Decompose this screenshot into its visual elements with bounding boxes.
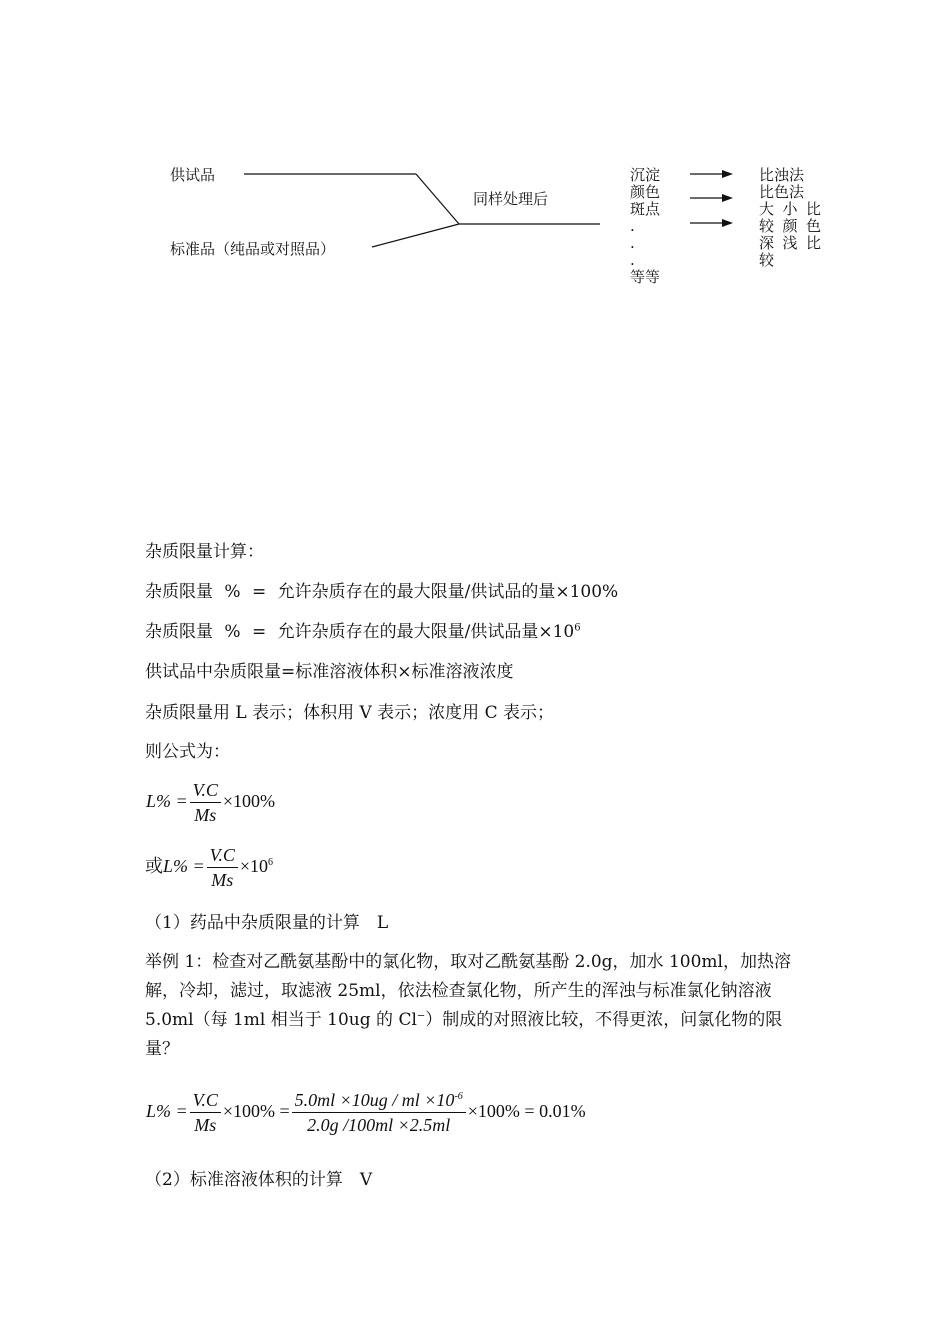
method-spot-line: 较	[759, 251, 775, 269]
sample-label: 供试品	[170, 166, 216, 184]
section-2-title: （2）标准溶液体积的计算 V	[145, 1170, 373, 1190]
result-dot: .	[630, 251, 635, 269]
arrow-turbidity	[690, 170, 733, 178]
results-list	[630, 167, 660, 286]
method-spot-line: 较 颜 色	[759, 217, 821, 235]
method-colorimetry: 比色法	[759, 183, 805, 201]
result-spot: 斑点	[630, 200, 661, 218]
formula-ppm: 杂质限量 % = 允许杂质存在的最大限量/供试品量$\times 10^6$	[145, 622, 581, 642]
result-etc: 等等	[630, 268, 661, 286]
arrow-spot	[690, 219, 733, 227]
sample-merge-line	[416, 174, 459, 224]
result-dot: .	[630, 217, 635, 235]
equation-percent: L% = $\frac{V.C}{Ms}$ ×100%	[146, 780, 275, 825]
process-label: 同样处理后	[473, 190, 549, 208]
standard-label: 标准品（纯品或对照品）	[170, 240, 336, 258]
result-dot: .	[630, 234, 635, 252]
formula-percent: 杂质限量 % = 允许杂质存在的最大限量/供试品的量×100%	[145, 582, 619, 602]
standard-merge-line	[372, 224, 459, 247]
result-color: 颜色	[630, 183, 661, 201]
equation-ppm: 或L% = $\frac{V.C}{Ms}$ $\times 10^6$	[145, 845, 273, 890]
flow-diagram-lines	[0, 0, 950, 320]
then-label: 则公式为：	[145, 742, 230, 762]
symbol-definitions: 杂质限量用 L 表示；体积用 V 表示；浓度用 C 表示；	[145, 703, 554, 723]
heading: 杂质限量计算：	[145, 542, 264, 562]
fraction: $\frac{V.C}{Ms}$	[207, 845, 238, 891]
equation-example: L% = $\frac{V.C}{Ms}$ ×100% = $\frac{5.0ml \times 10ug / ml \times 10^{-6}}{2.0g /100ml \times 2.5ml}$ ×100% = 0.01%	[146, 1090, 586, 1135]
method-turbidity: 比浊法	[759, 166, 805, 184]
fraction: $\frac{V.C}{Ms}$	[190, 1090, 221, 1136]
method-spot-line: 大 小 比	[759, 200, 821, 218]
method-spot-line: 深 浅 比	[759, 234, 821, 252]
fraction: $\frac{5.0ml \times 10ug / ml \times 10^{-6}}{2.0g /100ml \times 2.5ml}$	[292, 1090, 466, 1136]
formula-limit: 供试品中杂质限量=标准溶液体积×标准溶液浓度	[145, 662, 514, 682]
example-1-paragraph: 举例 1：检查对乙酰氨基酚中的氯化物，取对乙酰氨基酚 2.0g，加水 100ml，加热溶解，冷却，滤过，取滤液 25ml，依法检查氯化物，所产生的浑浊与标准氯化钠溶液 5.0ml（每 1ml 相当于 10ug 的 Cl−）制成的对照液比较，不得更浓，问氯化物的限量？	[145, 952, 791, 1059]
arrow-colorimetry	[690, 194, 733, 202]
methods-list	[759, 167, 821, 269]
section-1-title: （1）药品中杂质限量的计算 L	[145, 913, 389, 933]
fraction: $\frac{V.C}{Ms}$	[190, 780, 221, 826]
result-precipitate: 沉淀	[630, 166, 661, 184]
